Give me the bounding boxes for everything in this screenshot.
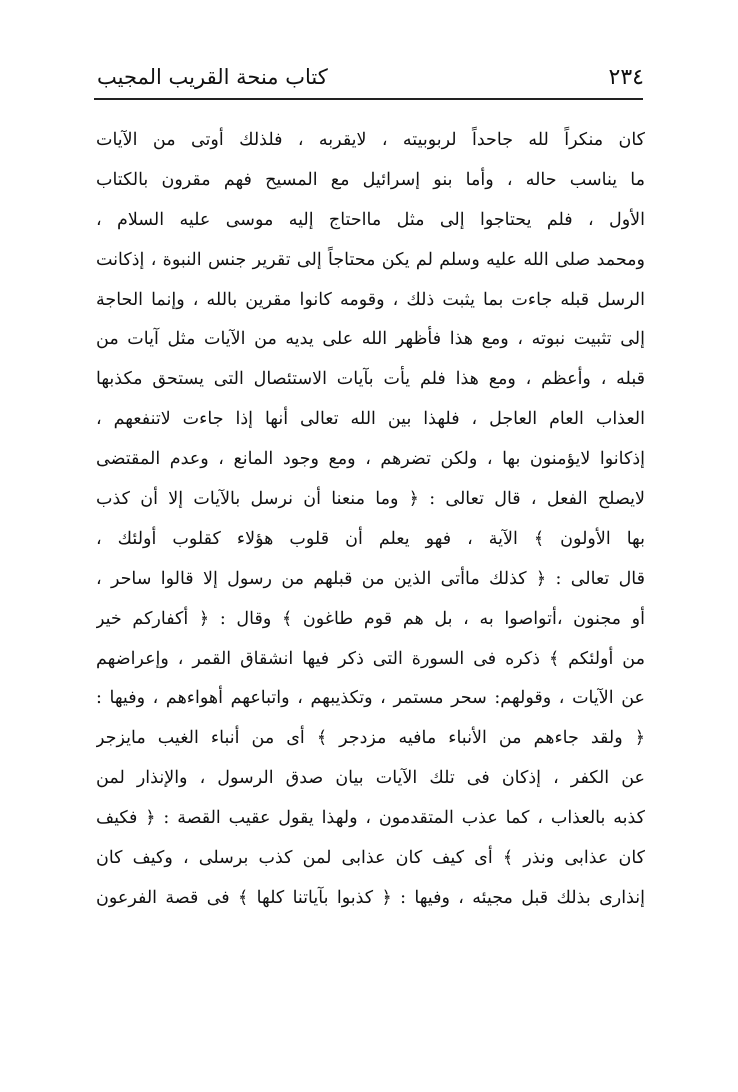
text-line: كان منكراً لله جاحداً لربوبيته ، لايقربه ، فلذلك أوتى من الآيات bbox=[96, 130, 645, 150]
text-line: قبله ، وأعظم ، ومع هذا فلم يأت بآيات الاستئصال التى يستحق مكذبها bbox=[96, 369, 645, 390]
text-line: كذبه بالعذاب ، كما عذب المتقدمون ، ولهذا يقول عقيب القصة : ﴿ فكيف bbox=[96, 808, 645, 829]
text-line: قال تعالى : ﴿ كذلك ماأتى الذين من قبلهم من رسول إلا قالوا ساحر ، bbox=[96, 568, 645, 589]
text-line: لايصلح الفعل ، قال تعالى : ﴿ وما منعنا أن نرسل بالآيات إلا أن كذب bbox=[96, 489, 645, 510]
text-line: من أولئكم ﴾ ذكره فى السورة التى ذكر فيها انشقاق القمر ، وإعراضهم bbox=[96, 648, 645, 669]
text-line: ﴿ ولقد جاءهم من الأنباء مافيه مزدجر ﴾ أى من أنباء الغيب مايزجر bbox=[96, 728, 645, 749]
text-line: إلى تثبيت نبوته ، ومع هذا فأظهر الله على يديه من الآيات مثل آيات من bbox=[96, 329, 645, 350]
book-title: كتاب منحة القريب المجيب bbox=[97, 65, 328, 89]
text-line: كان عذابى ونذر ﴾ أى كيف كان عذابى لمن كذب برسلى ، وكيف كان bbox=[96, 848, 645, 869]
text-line: ومحمد صلى الله عليه وسلم لم يكن محتاجاً إلى تقرير جنس النبوة ، إذكانت bbox=[96, 249, 645, 270]
page-number: ٢٣٤ bbox=[608, 64, 644, 90]
text-line: بها الأولون ﴾ الآية ، فهو يعلم أن قلوب هؤلاء كقلوب أولئك ، bbox=[96, 528, 645, 549]
text-line: إنذارى بذلك قبل مجيئه ، وفيها : ﴿ كذبوا بآياتنا كلها ﴾ فى قصة الفرعون bbox=[96, 887, 645, 908]
header-divider bbox=[94, 98, 643, 100]
text-line: العذاب العام العاجل ، فلهذا بين الله تعالى أنها إذا جاءت لاتنفعهم ، bbox=[96, 409, 645, 430]
text-line: إذكانوا لايؤمنون بها ، ولكن تضرهم ، ومع وجود المانع ، وعدم المقتضى bbox=[96, 449, 645, 470]
page-header bbox=[97, 58, 644, 96]
body-text bbox=[96, 121, 645, 919]
text-line: ما يناسب حاله ، وأما بنو إسرائيل مع المسيح فهم مقرون بالكتاب bbox=[96, 169, 645, 190]
text-line: أو مجنون ،أتواصوا به ، بل هم قوم طاغون ﴾ وقال : ﴿ أكفاركم خير bbox=[96, 608, 645, 629]
text-line: الرسل قبله جاءت بما يثبت ذلك ، وقومه كانوا مقرين بالله ، وإنما الحاجة bbox=[96, 289, 645, 310]
text-line: الأول ، فلم يحتاجوا إلى مثل مااحتاج إليه موسى عليه السلام ، bbox=[96, 209, 645, 230]
text-line: عن الكفر ، إذكان فى تلك الآيات بيان صدق الرسول ، والإنذار لمن bbox=[96, 768, 645, 789]
text-line: عن الآيات ، وقولهم: سحر مستمر ، وتكذيبهم ، واتباعهم أهواءهم ، وفيها : bbox=[96, 688, 645, 709]
